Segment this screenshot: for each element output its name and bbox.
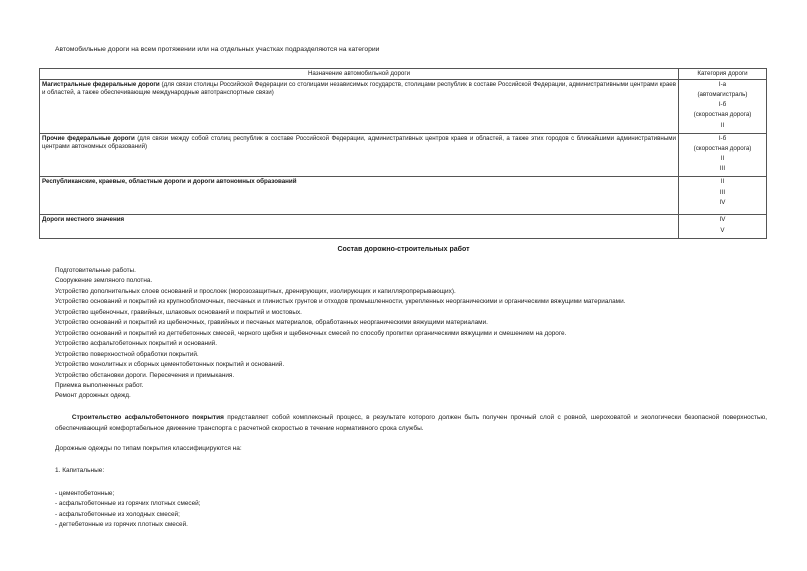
category-value: (скоростная дорога) bbox=[693, 144, 752, 152]
list-item: Устройство оснований и покрытий из дегтебетонных смесей, черного щебня и щебеночных смесей по способу пропитки органическими вяжущими и смешением на дороге. bbox=[55, 329, 567, 337]
category-value: I-б bbox=[718, 101, 727, 109]
row-text: (для связи между собой столиц республик в составе Российской Федерации, административных центров краев и областей, а также этих городов с ближайшими административными центрами автономных образований) bbox=[42, 134, 676, 150]
row-title: Республиканские, краевые, областные дороги и дороги автономных образований bbox=[42, 178, 297, 186]
list-item: Устройство обстановки дороги. Пересечения и примыкания. bbox=[55, 371, 235, 379]
road-categories-table bbox=[39, 68, 767, 239]
table-row bbox=[40, 80, 767, 134]
table-row bbox=[40, 133, 767, 177]
row-title: Прочие федеральные дороги bbox=[42, 134, 135, 142]
asphalt-paragraph bbox=[55, 413, 767, 434]
row-categories bbox=[679, 80, 767, 134]
section-title: Состав дорожно-строительных работ bbox=[337, 246, 470, 253]
list-item: Устройство дополнительных слоев оснований и прослоек (морозозащитных, дренирующих, изолирующих и капилляропрерывающих). bbox=[55, 287, 456, 295]
table-row bbox=[40, 177, 767, 215]
category-value: (скоростная дорога) bbox=[693, 111, 752, 119]
classification-text: Дорожные одежды по типам покрытия классифицируются на: bbox=[55, 445, 242, 452]
category-value: I-б bbox=[718, 134, 727, 142]
category-value: IV bbox=[719, 216, 726, 224]
table-header-row bbox=[40, 69, 767, 80]
table-row bbox=[40, 215, 767, 239]
row-description bbox=[40, 133, 679, 177]
row-description bbox=[40, 215, 679, 239]
category-value: V bbox=[720, 226, 725, 234]
capital-heading: 1. Капитальные: bbox=[55, 467, 105, 474]
row-text: (для связи столицы Российской Федерации со столицами независимых государств, столицами республик в составе Российской Федерации, административными центрами краев и областей, а также обеспечивающие международные автотранспортные связи) bbox=[42, 81, 676, 96]
list-item: Устройство асфальтобетонных покрытий и оснований. bbox=[55, 340, 217, 348]
category-value: IV bbox=[719, 198, 726, 206]
list-item: Устройство монолитных и сборных цементобетонных покрытий и оснований. bbox=[55, 361, 285, 369]
row-categories bbox=[679, 215, 767, 239]
row-title: Дороги местного значения bbox=[42, 216, 125, 224]
list-item: Сооружение земляного полотна. bbox=[55, 277, 153, 285]
paragraph-bold: Строительство асфальтобетонного покрытия bbox=[71, 414, 224, 421]
header-purpose: Назначение автомобильной дороги bbox=[40, 69, 679, 80]
capital-list bbox=[55, 489, 201, 531]
category-value: II bbox=[720, 155, 725, 163]
works-list bbox=[55, 266, 625, 402]
list-item: Подготовительные работы. bbox=[55, 267, 136, 274]
list-item: Ремонт дорожных одежд. bbox=[55, 392, 131, 400]
row-description bbox=[40, 80, 679, 134]
intro-text: Автомобильные дороги на всем протяжении или на отдельных участках подразделяются на категории bbox=[55, 46, 380, 53]
row-categories bbox=[679, 177, 767, 215]
list-item: Устройство оснований и покрытий из щебеночных, гравийных и песчаных материалов, обработанных неорганическими вяжущими материалами. bbox=[55, 319, 488, 327]
category-value: II bbox=[720, 121, 725, 129]
list-item: - цементобетонные; bbox=[55, 490, 115, 497]
list-item: - асфальтобетонные из горячих плотных смесей; bbox=[55, 500, 201, 508]
list-item: Устройство оснований и покрытий из крупнообломочных, песчаных и глинистых грунтов и отходов промышленности, укрепленных неорганическими и органическими вяжущими материалами. bbox=[55, 298, 626, 306]
category-value: II bbox=[720, 178, 725, 186]
list-item: - дегтебетонные из горячих плотных смесей. bbox=[55, 521, 188, 529]
row-description bbox=[40, 177, 679, 215]
list-item: Приемка выполненных работ. bbox=[55, 381, 144, 389]
row-title: Магистральные федеральные дороги bbox=[42, 81, 160, 88]
list-item: - асфальтобетонные из холодных смесей; bbox=[55, 510, 180, 518]
category-value: III bbox=[719, 188, 726, 196]
paragraph-text: представляет собой комплексный процесс, в результате которого должен быть получен прочный слой с ровной, шероховатой и экологически безопасной поверхностью, обеспечивающий комфортабельное движение транспорта с расчетной скоростью в течение нормативного срока службы. bbox=[55, 414, 768, 432]
header-category: Категория дороги bbox=[679, 69, 767, 80]
row-categories bbox=[679, 133, 767, 177]
category-value: I-а bbox=[718, 81, 727, 88]
category-value: III bbox=[719, 165, 726, 173]
category-value: (автомагистраль) bbox=[697, 91, 748, 99]
list-item: Устройство щебеночных, гравийных, шлаковых оснований и покрытий и мостовых. bbox=[55, 308, 302, 316]
list-item: Устройство поверхностной обработки покрытий. bbox=[55, 350, 199, 358]
